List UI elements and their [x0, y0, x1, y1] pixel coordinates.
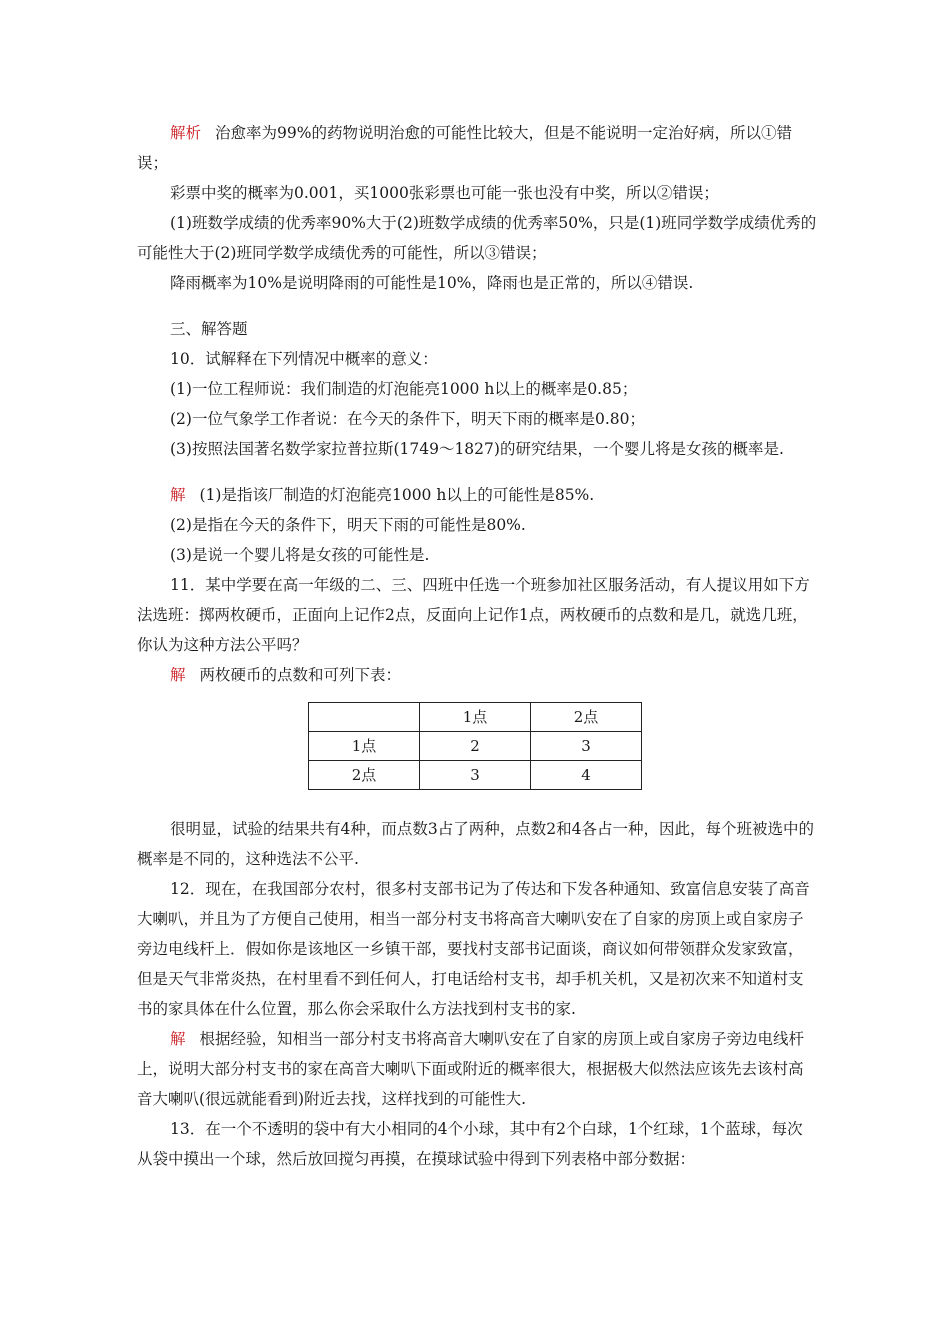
q12-solution: 解 根据经验，知相当一部分村支书将高音大喇叭安在了自家的房顶上或自家房子旁边电线杆上，说明大部分村支书的家在高音大喇叭下面或附近的概率很大，根据极大似然法应该先去该村高音大喇叭(很远就能看到)附近去找，这样找到的可能性大. — [137, 1030, 805, 1108]
table-cell: 2点 — [309, 761, 420, 790]
table-cell: 2点 — [531, 703, 642, 732]
table-cell — [309, 703, 420, 732]
table-cell: 1点 — [309, 732, 420, 761]
analysis-paragraph-2: 彩票中奖的概率为0.001，买1000张彩票也可能一张也没有中奖，所以②错误； — [170, 184, 719, 202]
section-heading: 三、解答题 — [170, 320, 248, 338]
q10-item-2: (2)一位气象学工作者说：在今天的条件下，明天下雨的概率是0.80； — [170, 410, 645, 428]
q10-solution-2: (2)是指在今天的条件下，明天下雨的可能性是80%. — [170, 516, 526, 534]
q10-stem: 10．试解释在下列情况中概率的意义： — [170, 350, 438, 368]
table-cell: 1点 — [420, 703, 531, 732]
table-cell: 4 — [531, 761, 642, 790]
analysis-paragraph-3: (1)班数学成绩的优秀率90%大于(2)班数学成绩的优秀率50%，只是(1)班同学数学成绩优秀的可能性大于(2)班同学数学成绩优秀的可能性，所以③错误； — [137, 214, 817, 262]
table-row — [309, 703, 642, 732]
q12-stem: 12．现在，在我国部分农村，很多村支部书记为了传达和下发各种通知、致富信息安装了高音大喇叭，并且为了方便自己使用，相当一部分村支书将高音大喇叭安在了自家的房顶上或自家房子旁边电线杆上．假如你是该地区一乡镇干部，要找村支部书记面谈，商议如何带领群众发家致富，但是天气非常炎热，在村里看不到任何人，打电话给村支书，却手机关机，又是初次来不知道村支书的家具体在什么位置，那么你会采取什么方法找到村支书的家. — [137, 880, 810, 1018]
points-table — [308, 702, 642, 790]
q13-stem: 13．在一个不透明的袋中有大小相同的4个小球，其中有2个白球，1个红球，1个蓝球，每次从袋中摸出一个球，然后放回搅匀再摸，在摸球试验中得到下列表格中部分数据： — [137, 1120, 803, 1168]
table-cell: 3 — [531, 732, 642, 761]
q11-stem: 11．某中学要在高一年级的二、三、四班中任选一个班参加社区服务活动，有人提议用如下方法选班：掷两枚硬币，正面向上记作2点，反面向上记作1点，两枚硬币的点数和是几，就选几班，你认为这种方法公平吗？ — [137, 576, 810, 654]
analysis-paragraph-4: 降雨概率为10%是说明降雨的可能性是10%，降雨也是正常的，所以④错误. — [170, 274, 694, 292]
q10-solution-3: (3)是说一个婴儿将是女孩的可能性是. — [170, 546, 430, 564]
table-row — [309, 732, 642, 761]
analysis-paragraph-1 — [137, 118, 817, 178]
q10-solution-1: 解 (1)是指该厂制造的灯泡能亮1000 h以上的可能性是85%. — [170, 486, 595, 504]
table-cell: 3 — [420, 761, 531, 790]
analysis-label: 解析 — [170, 124, 202, 142]
q10-item-3: (3)按照法国著名数学家拉普拉斯(1749～1827)的研究结果，一个婴儿将是女孩的概率是. — [170, 440, 784, 458]
solution-label: 解 — [170, 486, 186, 504]
q11-solution: 解 两枚硬币的点数和可列下表： — [170, 666, 402, 684]
table-row — [309, 761, 642, 790]
solution-label: 解 — [170, 666, 186, 684]
analysis-text-1: 治愈率为99%的药物说明治愈的可能性比较大，但是不能说明一定治好病，所以①错误； — [137, 124, 792, 172]
table-cell: 2 — [420, 732, 531, 761]
q11-conclusion: 很明显，试验的结果共有4种，而点数3占了两种，点数2和4各占一种，因此，每个班被选中的概率是不同的，这种选法不公平. — [137, 820, 814, 868]
q10-item-1: (1)一位工程师说：我们制造的灯泡能亮1000 h以上的概率是0.85； — [170, 380, 638, 398]
solution-label: 解 — [170, 1030, 186, 1048]
